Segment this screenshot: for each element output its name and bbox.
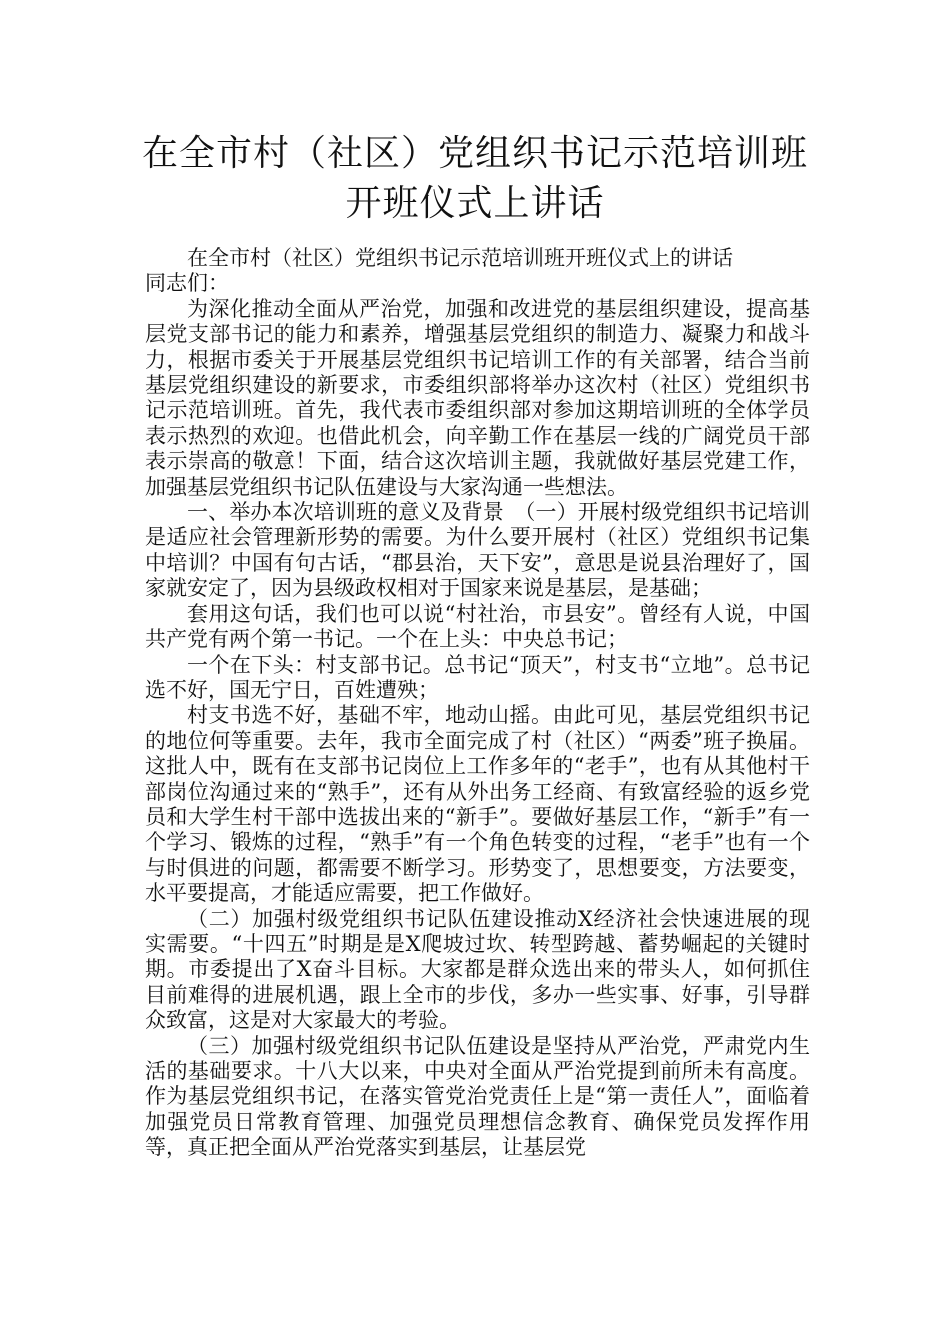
paragraph-section-2: （二）加强村级党组织书记队伍建设推动X经济社会快速进展的现实需要。“十四五”时期是是X爬坡过坎、转型跨越、蓄势崛起的关键时期。市委提出了X奋斗目标。大家都是群众选出来的带头人，如何抓住目前难得的进展机遇，跟上全市的步伐，多办一些实事、好事，引导群众致富，这是对大家最大的考验。 — [145, 906, 810, 1033]
paragraph-intro: 为深化推动全面从严治党，加强和改进党的基层组织建设，提高基层党支部书记的能力和素养，增强基层党组织的制造力、凝聚力和战斗力，根据市委关于开展基层党组织书记培训工作的有关部署，结合当前基层党组织建设的新要求，市委组织部将举办这次村（社区）党组织书记示范培训班。首先，我代表市委组织部对参加这期培训班的全体学员表示热烈的欢迎。也借此机会，向辛勤工作在基层一线的广阔党员干部表示崇高的敬意！下面，结合这次培训主题，我就做好基层党建工作，加强基层党组织书记队伍建设与大家沟通一些想法。 — [145, 296, 810, 499]
paragraph-importance: 村支书选不好，基础不牢，地动山摇。由此可见，基层党组织书记的地位何等重要。去年，我市全面完成了村（社区）“两委”班子换届。这批人中，既有在支部书记岗位上工作多年的“老手”，也有从其他村干部岗位沟通过来的“熟手”，还有从外出务工经商、有致富经验的返乡党员和大学生村干部中选拔出来的“新手”。要做好基层工作，“新手”有一个学习、锻炼的过程，“熟手”有一个角色转变的过程，“老手”也有一个与时俱进的问题，都需要不断学习。形势变了，思想要变，方法要变，水平要提高，才能适应需要，把工作做好。 — [145, 703, 810, 906]
document-title-line-2: 开班仪式上讲话 — [345, 183, 605, 224]
paragraph-heading-line: 在全市村（社区）党组织书记示范培训班开班仪式上的讲话 — [187, 246, 733, 270]
paragraph-quote-2: 一个在下头：村支部书记。总书记“顶天”，村支书“立地”。总书记选不好，国无宁日，百姓遭殃； — [145, 652, 810, 702]
document-title-line-1: 在全市村（社区）党组织书记示范培训班 — [141, 133, 808, 174]
paragraph-quote-1: 套用这句话，我们也可以说“村社治，市县安”。曾经有人说，中国共产党有两个第一书记。一个在上头：中央总书记； — [145, 601, 810, 652]
paragraph-salutation: 同志们： — [145, 271, 229, 296]
paragraph-section-1: 一、举办本次培训班的意义及背景 （一）开展村级党组织书记培训是适应社会管理新形势的需要。为什么要开展村（社区）党组织书记集中培训？中国有句古话，“郡县治，天下安”，意思是说县治理好了，国家就安定了，因为县级政权相对于国家来说是基层，是基础； — [145, 500, 810, 601]
paragraph-section-3: （三）加强村级党组织书记队伍建设是坚持从严治党，严肃党内生活的基础要求。十八大以来，中央对全面从严治党提到前所未有高度。作为基层党组织书记，在落实管党治党责任上是“第一责任人”，面临着加强党员日常教育管理、加强党员理想信念教育、确保党员发挥作用等，真正把全面从严治党落实到基层，让基层党 — [145, 1033, 810, 1160]
document-body — [145, 246, 810, 1161]
